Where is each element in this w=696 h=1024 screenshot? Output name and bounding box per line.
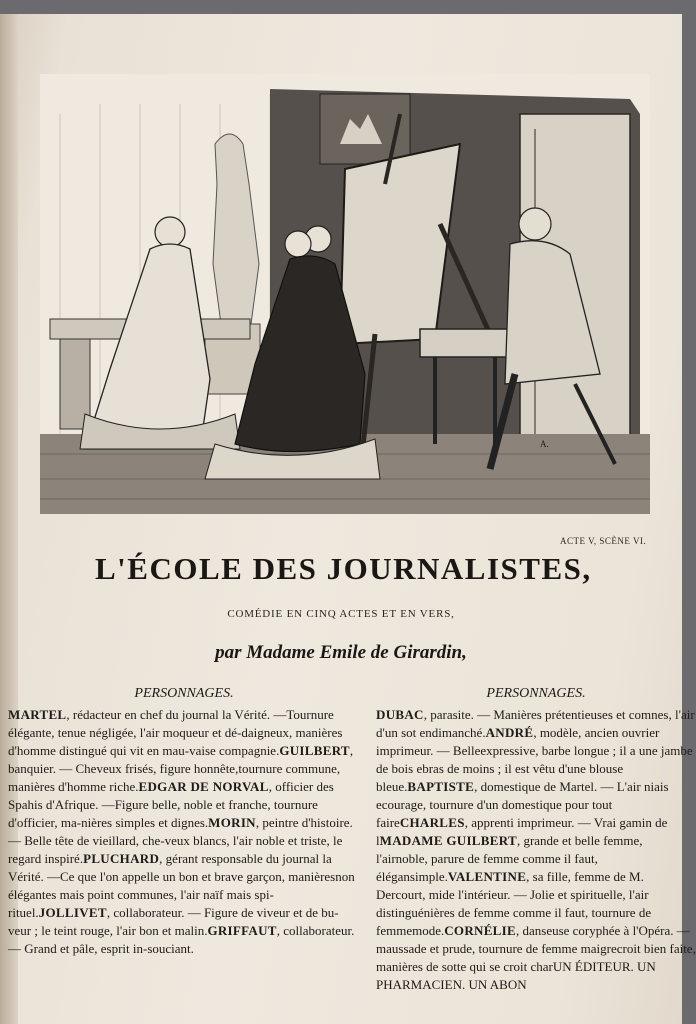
character-description: nières simples et dignes. [81, 815, 209, 830]
character-description: , officier des Spahis d'Afrique. — [8, 779, 334, 812]
character-name: PLUCHARD [83, 851, 160, 866]
character-description: de l'intérieur. — Jolie et spirituelle, l'air distingué [376, 887, 649, 920]
character-name: DUBAC [376, 707, 424, 722]
character-description: , parasite. — Manières prétentieuses et com [423, 707, 652, 722]
character-description: daigneux, manières d'homme distingué qui vit en mau- [8, 725, 343, 758]
character-description: , apprenti imprimeur. — Vrai gamin de l [376, 815, 668, 848]
character-description: vaise compagnie. [189, 743, 280, 758]
character-description: , grande et belle femme, l'air [376, 833, 643, 866]
author-line: par Madame Emile de Girardin, [215, 642, 467, 663]
character-name: MARTEL [8, 707, 67, 722]
character-description: veur ; le teint rouge, l'air bon et malin. [8, 923, 208, 938]
character-description: Tournure élégante, tenue négligée, l'air moqueur et dé- [8, 707, 334, 740]
character-name: ANDRÉ [485, 725, 534, 740]
character-description: courage, tournure d'un domestique pour tout faire [376, 797, 613, 830]
engraving-svg [40, 74, 650, 514]
character-name: CORNÉLIE [444, 923, 516, 938]
character-entry [8, 707, 286, 722]
character-description: , collaborateur. — Grand et pâle, esprit in- [8, 923, 355, 956]
character-description-line [189, 743, 279, 758]
character-description: rituel. [8, 905, 39, 920]
character-description: , danseuse coryphée à l'Opéra. — [515, 923, 690, 938]
character-list [376, 706, 696, 994]
character-description-line [147, 941, 194, 956]
play-subtitle: COMÉDIE EN CINQ ACTES ET EN VERS, [227, 608, 455, 620]
character-list [8, 706, 360, 958]
character-description: , rédacteur en chef du journal la Vérité. — [66, 707, 287, 722]
character-description: bras de moins ; il est vêtu d'une blouse bleue. [376, 761, 624, 794]
character-description: , modèle, ancien ouvrier imprimeur. — Belle [376, 725, 660, 758]
character-description: , banquier. — Cheveux frisés, figure honnête, [8, 743, 354, 776]
character-entry [444, 923, 690, 938]
character-description: Ce que l'on appelle un bon et brave garçon, manières [59, 869, 336, 884]
character-description: expressive, barbe longue ; il a une jambe de bois e [376, 743, 693, 776]
act-scene-label: ACTE V, SCÈNE VI. [560, 536, 647, 546]
character-description: noble, parure de femme comme il faut, élégan [376, 851, 598, 884]
character-description: souciant. [147, 941, 194, 956]
character-description-line [410, 869, 448, 884]
character-description-line [81, 815, 208, 830]
character-description: UN ÉDITEUR. UN PHARMACIEN. UN ABON [376, 959, 656, 992]
character-description: croit bien faite, manières de sotte qui se croit char [376, 941, 696, 974]
character-description: , collaborateur. — Figure de viveur et de bu- [106, 905, 339, 920]
character-description-line [8, 905, 39, 920]
character-name: JOLLIVET [38, 905, 107, 920]
illustration-signature: A. [540, 439, 549, 449]
column-heading: PERSONNAGES. [486, 686, 586, 701]
engraving-illustration [40, 74, 650, 514]
character-name: GUILBERT [279, 743, 350, 758]
character-entry [39, 905, 339, 920]
character-description-line [412, 923, 444, 938]
character-name: EDGAR DE NORVAL [138, 779, 269, 794]
character-name: BAPTISTE [407, 779, 475, 794]
page-title: L'ÉCOLE DES JOURNALISTES, [95, 551, 592, 586]
book-page [0, 14, 696, 1024]
character-description: , domestique de Martel. — L'air niais e [376, 779, 669, 812]
characters-left-column [8, 686, 360, 958]
character-description: non élégantes mais point communes, l'air naïf mais spi- [8, 869, 355, 902]
character-entry [376, 707, 651, 722]
character-description: , gérant responsable du journal la Vérité. — [8, 851, 332, 884]
character-description: , peintre d'histoire. — Belle tête de vieillard, che- [8, 815, 353, 848]
character-name: VALENTINE [447, 869, 527, 884]
character-description: mode. [412, 923, 445, 938]
character-description-line [376, 941, 617, 956]
character-description: maussade et prude, tournure de femme maigre [376, 941, 617, 956]
character-description-line [60, 869, 335, 884]
character-description: Figure belle, noble et franche, tournure d'officier, ma- [8, 797, 318, 830]
column-heading: PERSONNAGES. [134, 686, 234, 701]
character-description: , sa fille, femme de M. Dercourt, mi [376, 869, 644, 902]
characters-right-column [376, 686, 696, 994]
character-description: nières de femme comme il faut, tournure de femme [376, 905, 652, 938]
character-name: GRIFFAUT [207, 923, 277, 938]
character-description: simple. [409, 869, 448, 884]
character-description-line [8, 923, 207, 938]
character-name: MORIN [208, 815, 256, 830]
character-name: MADAME GUILBERT [379, 833, 517, 848]
character-description: veux blancs, l'air noble et triste, le regard inspiré. [8, 833, 343, 866]
character-description: nes, l'air d'un sot endimanché. [376, 707, 695, 740]
character-description: tournure commune, manières d'homme riche. [8, 761, 341, 794]
character-name: CHARLES [399, 815, 465, 830]
